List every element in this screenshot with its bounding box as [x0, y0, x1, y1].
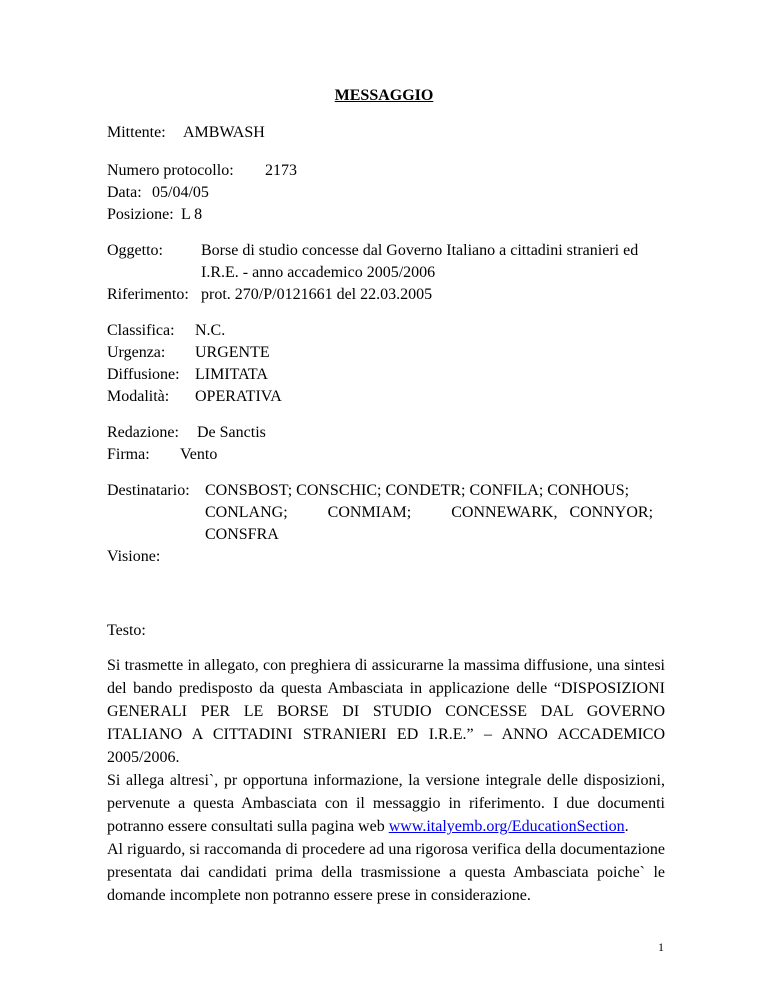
testo-label: Testo:: [107, 622, 146, 639]
oggetto-line-2: I.R.E. - anno accademico 2005/2006: [201, 264, 436, 281]
oggetto-line-1: Borse di studio concesse dal Governo Italiano a cittadini stranieri ed: [201, 242, 639, 259]
mittente-label: Mittente:: [107, 124, 166, 141]
redazione-value: De Sanctis: [197, 424, 266, 441]
testo-paragraph-2: [107, 769, 665, 838]
visione-label: Visione:: [107, 548, 161, 565]
testo-paragraph-3: Al riguardo, si raccomanda di procedere ad una rigorosa verifica della documentazione presentata dai candidati prima della trasmissione a questa Ambasciata poiche` le domande incomplete non potranno essere prese in considerazione.: [107, 841, 665, 904]
classifica-label: Classifica:: [107, 322, 175, 339]
modalita-value: OPERATIVA: [195, 388, 282, 405]
firma-value: Vento: [180, 446, 218, 463]
testo-body: [107, 654, 665, 907]
urgenza-label: Urgenza:: [107, 344, 166, 361]
destinatario-label: Destinatario:: [107, 482, 190, 499]
diffusione-value: LIMITATA: [195, 366, 268, 383]
data-label: Data:: [107, 184, 142, 201]
oggetto-label: Oggetto:: [107, 242, 163, 259]
testo-paragraph-2-end: .: [624, 818, 629, 835]
education-section-link[interactable]: www.italyemb.org/EducationSection: [388, 818, 625, 835]
riferimento-label: Riferimento:: [107, 286, 189, 303]
numero-protocollo-label: Numero protocollo:: [107, 162, 234, 179]
classifica-value: N.C.: [195, 322, 226, 339]
data-value: 05/04/05: [152, 184, 209, 201]
urgenza-value: URGENTE: [195, 344, 270, 361]
numero-protocollo-value: 2173: [265, 162, 297, 179]
modalita-label: Modalità:: [107, 388, 170, 405]
page-title: MESSAGGIO: [334, 87, 434, 104]
destinatario-line-2: CONLANG; CONMIAM; CONNEWARK, CONNYOR;: [205, 504, 654, 521]
destinatario-line-3: CONSFRA: [205, 526, 279, 543]
firma-label: Firma:: [107, 446, 150, 463]
diffusione-label: Diffusione:: [107, 366, 180, 383]
posizione-label: Posizione:: [107, 206, 174, 223]
riferimento-value: prot. 270/P/0121661 del 22.03.2005: [201, 286, 433, 303]
testo-paragraph-1: Si trasmette in allegato, con preghiera di assicurarne la massima diffusione, una sintesi del bando predisposto da questa Ambasciata in applicazione delle “DISPOSIZIONI GENERALI PER LE BORSE DI STUDIO CONCESSE DAL GOVERNO ITALIANO A CITTADINI STRANIERI ED I.R.E.” – ANNO ACCADEMICO 2005/2006.: [107, 657, 665, 766]
testo-paragraph-2-text: Si allega altresi`, pr opportuna informazione, la versione integrale delle disposizioni, pervenute a questa Ambasciata con il messaggio in riferimento. I due documenti potranno essere consultati sulla pagina web: [107, 772, 665, 835]
redazione-label: Redazione:: [107, 424, 179, 441]
mittente-value: AMBWASH: [183, 124, 265, 141]
destinatario-line-1: CONSBOST; CONSCHIC; CONDETR; CONFILA; CONHOUS;: [205, 482, 630, 499]
page-number: 1: [658, 940, 664, 954]
posizione-value: L 8: [181, 206, 203, 223]
